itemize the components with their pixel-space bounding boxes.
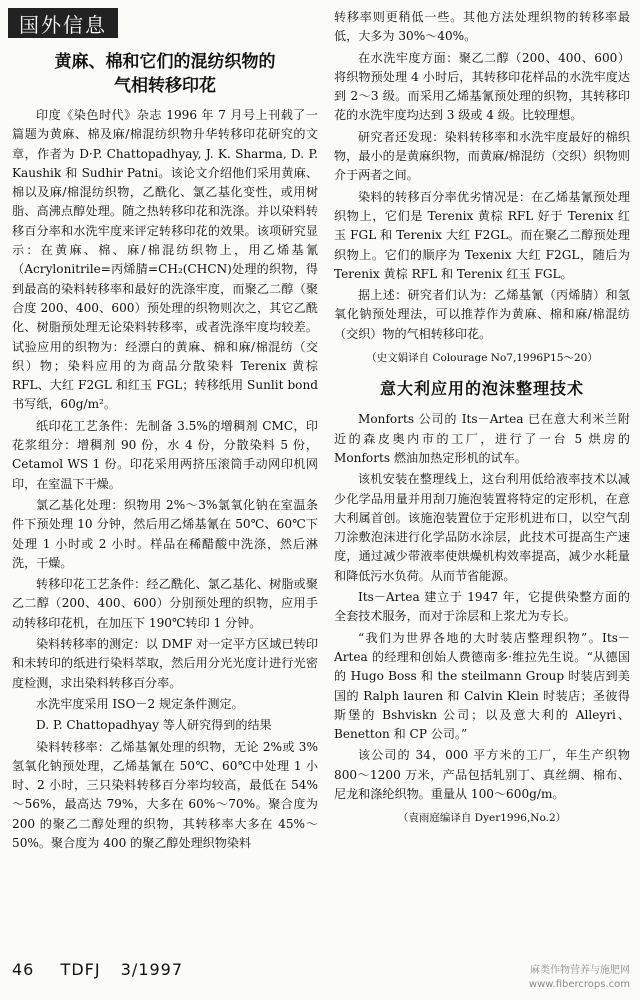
page-footer <box>12 960 183 979</box>
paragraph: 转移印花工艺条件：经乙酰化、氯乙基化、树脂或聚乙二醇（200、400、600）分别预处理的织物，应用手动转移印花机，在加压下 190℃转印 1 分钟。 <box>12 577 318 630</box>
paragraph: 染料转移率的测定：以 DMF 对一定平方区域已转印和未转印的纸进行染料萃取，然后用分光光度计进行光密度检测，求出染料转移百分率。 <box>12 637 318 690</box>
paragraph: 研究者还发现：染料转移率和水洗牢度最好的棉织物，最小的是黄麻织物，而黄麻/棉混纺（交织）织物则介于两者之间。 <box>334 129 630 183</box>
article-title: 意大利应用的泡沫整理技术 <box>379 379 584 399</box>
journal-issue: 3/1997 <box>120 960 184 979</box>
paragraph: 据上述：研究者们认为：乙烯基氰（丙烯腈）和氢氧化钠预处理法，可以推荐作为黄麻、棉和麻/棉混纺（交织）物的气相转移印花。 <box>334 288 630 341</box>
article-title-line2: 气相转移印花 <box>114 76 216 96</box>
journal-name: TDFJ <box>60 960 101 979</box>
paragraph: D. P. Chattopadhyay 等人研究得到的结果 <box>36 718 272 733</box>
paragraph: Its－Artea 建立于 1947 年，它提供染整方面的全套技术服务，而对于涂层和上浆尤为专长。 <box>334 590 630 624</box>
paragraph: 转移率则更稍低一些。其他方法处理织物的转移率最低，大多为 30%～40%。 <box>334 10 630 44</box>
right-column <box>334 8 630 839</box>
source-citation: （史文娟译自 Colourage No7,1996P15～20） <box>366 352 598 365</box>
article-title <box>12 50 318 98</box>
paragraph: 在水洗牢度方面：聚乙二醇（200、400、600）将织物预处理 4 小时后，其转移印花样品的水洗牢度达到 2～3 级。而采用乙烯基氰预处理的织物，其转移印花的水洗牢度均达到 3 级或 4 级。比较理想。 <box>334 50 630 123</box>
paragraph: 该机安装在整理线上，这台利用低给液率技术以减少化学品用量并用刮刀施泡装置将特定的定形机，在意大利属首创。该施泡装置位于定形机进布口，以空气刮刀涂敷泡沫进行化学品防水涂层，此技术可提高生产速度，通过减少带液率使烘燥机构效率提高，减少水耗量和降低污水负荷。从而节省能源。 <box>334 472 630 583</box>
paragraph: 水洗牢度采用 ISO－2 规定条件测定。 <box>36 696 244 711</box>
paragraph: “我们为世界各地的大时装店整理织物”。Its－Artea 的经理和创始人费德南多·维拉先生说。“从德国的 Hugo Boss 和 the steilmann Group 时装店到美国的 Ralph lauren 和 Calvin Klein 时装店；圣彼得斯堡的 Bshviskn 公司；以及意大利的 Alleyri、Benetton 和 CP 公司。” <box>334 630 630 742</box>
paragraph: Monforts 公司的 Its－Artea 已在意大利米兰附近的森皮奥内市的工厂，进行了一台 5 烘房的 Monforts 燃油加热定形机的试车。 <box>334 412 630 465</box>
article-title-line1: 黄麻、棉和它们的混纺织物的 <box>54 52 276 72</box>
watermark-line1: 麻类作物营养与施肥网 <box>530 965 630 976</box>
watermark <box>529 964 630 992</box>
paragraph: 染料的转移百分率优劣情况是：在乙烯基氰预处理织物上，它们是 Terenix 黄棕 RFL 好于 Terenix 红玉 FGL 和 Terenix 大红 F2GL。而在聚乙二醇预处理织物上。它们的顺序为 Texenix 大红 F2GL，随后为 Terenix 黄棕 RFL 和 Terenix 红玉 FGL。 <box>334 189 630 281</box>
section-label: 国外信息 <box>19 12 107 37</box>
paragraph: 氯乙基化处理：织物用 2%～3%氯氧化钠在室温条件下预处理 10 分钟，然后用乙烯基氰在 50℃、60℃下处理 1 小时或 2 小时。样品在稀醋酸中洗涤，然后淋洗，干燥。 <box>12 497 318 570</box>
page-number: 46 <box>12 960 35 979</box>
source-citation: （袁雨庭编译自 Dyer1996,No.2） <box>397 812 567 825</box>
paragraph: 该公司的 34，000 平方米的工厂，年生产织物 800～1200 万米，产品包括轧别丁、真丝绸、棉布、尼龙和涤纶织物。重量从 100～600g/m。 <box>334 748 630 801</box>
paragraph: 纸印花工艺条件：先制备 3.5%的增稠剂 CMC，印花浆组分：增稠剂 90 份，水 4 份，分散染料 5 份，Cetamol WS 1 份。印花采用两挤压滚筒手动网印机网印，在室温下干燥。 <box>12 418 319 491</box>
section-header <box>8 8 118 38</box>
paragraph: 染料转移率：乙烯基氰处理的织物，无论 2%或 3%氢氧化钠预处理，乙烯基氰在 50℃、60℃中处理 1 小时、2 小时，三只染料转移百分率均较高，最低在 54%～56%，最高达 79%，大多在 60%～70%。聚合度为 200 的聚乙二醇处理的织物，其转移率大多在 45%～50%。聚合度为 400 的聚乙醇处理织物染料 <box>12 739 318 850</box>
watermark-line2: www.fibercrops.com <box>528 979 630 990</box>
paragraph: 印度《染色时代》杂志 1996 年 7 月号上刊载了一篇题为黄麻、棉及麻/棉混纺织物升华转移印花研究的文章，作者为 D·P. Chattopadhyay, J. K. Sharma, D. P. Kaushik 和 Sudhir Patni。该论文介绍他们采用黄麻、棉以及麻/棉混纺织物，乙酰化、氯乙基化变性，或用树脂、高沸点醇处理。随之热转移印花和洗涤。并以染料转移百分率和水洗牢度来评定转移印花的效果。该项研究显示：在黄麻、棉、麻/棉混纺织物上，用乙烯基氰（Acrylonitrile=丙烯腈=CH₂(CHCN)处理的织物，得到最高的染料转移率和最好的洗涤牢度，而聚乙二醇（聚合度 200、400、600）预处理的织物则次之，其它乙酰化、树脂预处理无论染料转移率，或者洗涤牢度均较差。试验应用的织物为：经漂白的黄麻、棉和麻/棉混纺（交织）物；染料应用的为商品分散染料 Terenix 黄棕 RFL、大红 F2GL 和红玉 FGL；转移纸用 Sunlit bond 书写纸，60g/m²。 <box>12 108 318 412</box>
left-column <box>12 50 318 855</box>
